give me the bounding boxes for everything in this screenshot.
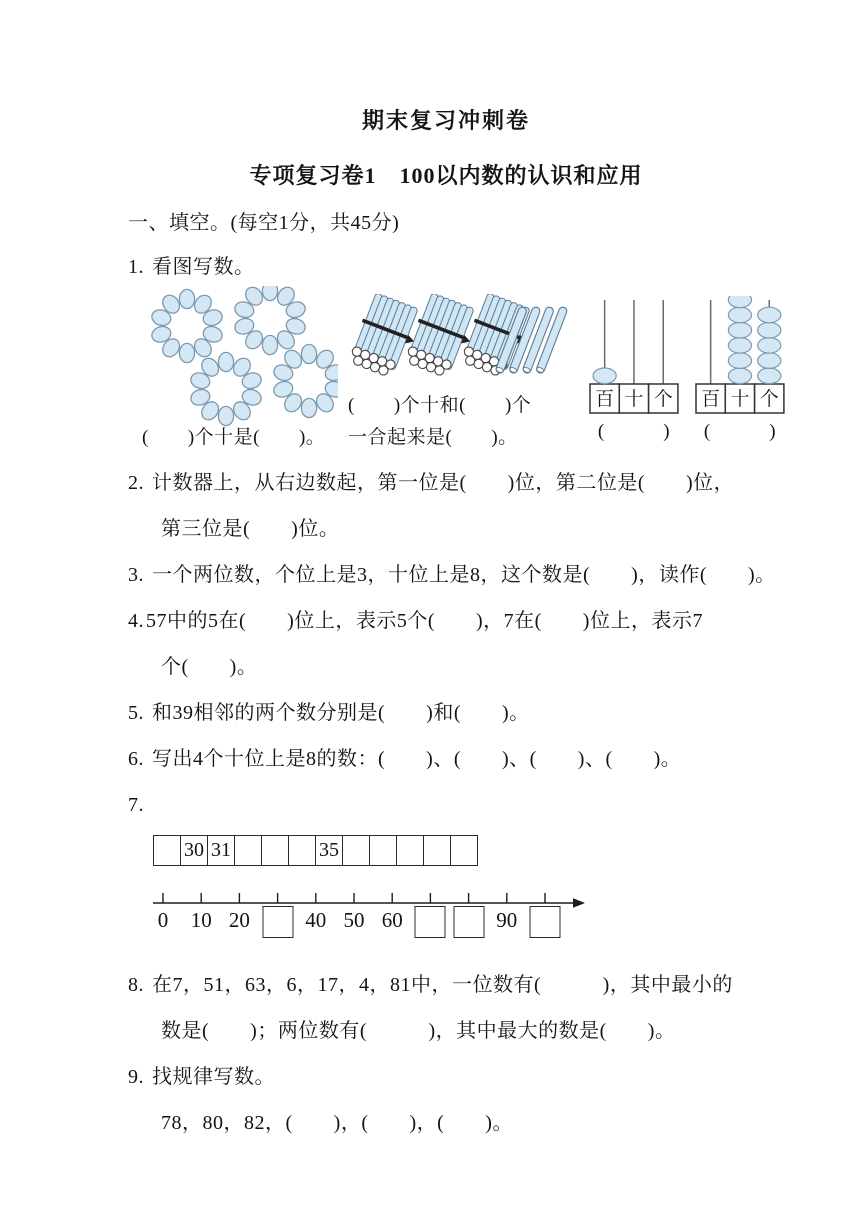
abacus-1-image: [586, 296, 682, 414]
question-8-line-1: [128, 962, 764, 1008]
strip-cell-blank: [424, 836, 451, 866]
question-1: [128, 252, 764, 282]
abacus-place-label: 个: [759, 389, 779, 410]
abacus-bead: [728, 296, 751, 308]
number-line-label: 50: [343, 908, 365, 932]
number-line-label: 20: [228, 908, 250, 932]
answer-box: [262, 906, 293, 938]
strip-cell: 31: [208, 836, 235, 866]
strip-cell-blank: [235, 836, 262, 866]
number-strip-table: [153, 835, 478, 866]
section-heading: 一、填空。(每空1分，共45分): [128, 212, 400, 234]
number-line-label: 40: [305, 908, 327, 932]
abacus-bead: [728, 307, 751, 323]
bead: [179, 343, 194, 362]
page-subtitle: 专项复习卷1 100以内数的认识和应用: [249, 163, 643, 188]
question-6: [128, 736, 764, 782]
abacus-bead: [728, 338, 751, 354]
question-2-line-2: [128, 506, 764, 552]
strip-cell-blank: [343, 836, 370, 866]
abacus-bead: [758, 353, 781, 369]
stick-bundles-figure: [348, 286, 576, 454]
sticks-caption-line2: 一合起来是( )。: [348, 427, 518, 448]
question-6-number: 6.: [128, 748, 144, 770]
bead: [262, 335, 277, 354]
question-1-number: 1.: [128, 256, 144, 278]
strip-cell-blank: [154, 836, 181, 866]
question-2-line-1: [128, 460, 764, 506]
abacus-place-label: 个: [653, 389, 673, 410]
abacus-bead: [593, 368, 616, 384]
strip-cell-blank: [370, 836, 397, 866]
question-3: [128, 552, 776, 598]
sticks-caption-line1: ( )个十和( )个: [348, 395, 532, 416]
question-2-text-2: 第三位是( )位。: [161, 518, 340, 540]
number-line-label: 0: [157, 908, 169, 932]
bead-ring: [233, 286, 307, 355]
question-1-text: 看图写数。: [152, 256, 255, 278]
question-2-number: 2.: [128, 472, 144, 494]
question-4-line-2: [128, 644, 764, 690]
question-8-text-2: 数是( )；两位数有( )，其中最大的数是( )。: [161, 1020, 676, 1042]
bead-ring: [189, 352, 263, 425]
bead-rings-figure: [142, 286, 338, 454]
bead-ring: [150, 289, 224, 362]
stick-bundles-image: [348, 294, 576, 390]
question-9-number: 9.: [128, 1066, 144, 1088]
question-4-line-1: [128, 598, 764, 644]
question-4-number: 4.: [128, 610, 144, 632]
strip-cell: 35: [316, 836, 343, 866]
strip-cell-blank: [451, 836, 478, 866]
abacus-bead: [728, 353, 751, 369]
question-9-sequence-text: 78，80，82，( )，( )，( )。: [161, 1112, 513, 1134]
question-9: [128, 1054, 764, 1100]
abacus-2-image: [692, 296, 788, 414]
answer-box: [530, 906, 561, 938]
abacus-bead: [758, 338, 781, 354]
bead-ring: [272, 344, 338, 417]
question-5: [128, 690, 764, 736]
abacus-place-label: 百: [595, 389, 615, 410]
question-5-number: 5.: [128, 702, 144, 724]
number-line-label: 10: [190, 908, 212, 932]
strip-cell-blank: [289, 836, 316, 866]
bead-rings-image: [142, 286, 338, 428]
abacus-bead: [758, 322, 781, 338]
strip-cell: 30: [181, 836, 208, 866]
question-8-line-2: [128, 1008, 764, 1054]
question-9-sequence: [128, 1100, 764, 1146]
bead: [262, 286, 277, 301]
bead: [179, 289, 194, 308]
arrowhead-icon: [573, 898, 585, 908]
question-3-number: 3.: [128, 564, 144, 586]
answer-box: [453, 906, 484, 938]
abacus-place-label: 十: [730, 389, 750, 410]
abacus-bead: [728, 368, 751, 384]
number-line-label: 90: [496, 908, 518, 932]
abacus-1-figure: [586, 296, 682, 448]
question-3-text: 一个两位数，个位上是3，十位上是8，这个数是( )，读作( )。: [152, 564, 776, 586]
page-title: 期末复习冲刺卷: [361, 108, 530, 133]
number-line-figure: [153, 890, 633, 952]
strip-cell-blank: [397, 836, 424, 866]
bead: [218, 352, 233, 371]
question-8-text-1: 在7，51，63，6，17，4，81中，一位数有( )，其中最小的: [152, 974, 733, 996]
question-6-text: 写出4个十位上是8的数：( )、( )、( )、( )。: [152, 748, 682, 770]
abacus-2-caption: ( ): [703, 421, 777, 442]
bead: [301, 398, 316, 417]
question-2-text-1: 计数器上，从右边数起，第一位是( )位，第二位是( )位，: [152, 472, 735, 494]
abacus-place-label: 百: [701, 389, 721, 410]
abacus-bead: [758, 307, 781, 323]
stick-bundle: [348, 294, 426, 381]
question-5-text: 和39相邻的两个数分别是( )和( )。: [152, 702, 530, 724]
bead: [301, 344, 316, 363]
strip-cell-blank: [262, 836, 289, 866]
abacus-bead: [728, 322, 751, 338]
abacus-1-caption: ( ): [597, 421, 671, 442]
question-8-number: 8.: [128, 974, 144, 996]
number-line-axis: [153, 890, 633, 908]
number-strip-row: [154, 836, 478, 866]
answer-box: [415, 906, 446, 938]
question-1-figure: [142, 286, 779, 454]
number-line-label: 60: [381, 908, 403, 932]
abacus-place-label: 十: [624, 389, 644, 410]
question-4-text-1: 57中的5在( )位上，表示5个( )，7在( )位上，表示7: [146, 610, 703, 632]
question-9-text: 找规律写数。: [152, 1066, 275, 1088]
question-7: [128, 782, 764, 828]
question-4-text-2: 个( )。: [161, 656, 258, 678]
abacus-bead: [758, 368, 781, 384]
bead-rings-caption: ( )个十是( )。: [142, 427, 326, 448]
question-7-number: 7.: [128, 794, 144, 816]
abacus-2-figure: [692, 296, 788, 448]
